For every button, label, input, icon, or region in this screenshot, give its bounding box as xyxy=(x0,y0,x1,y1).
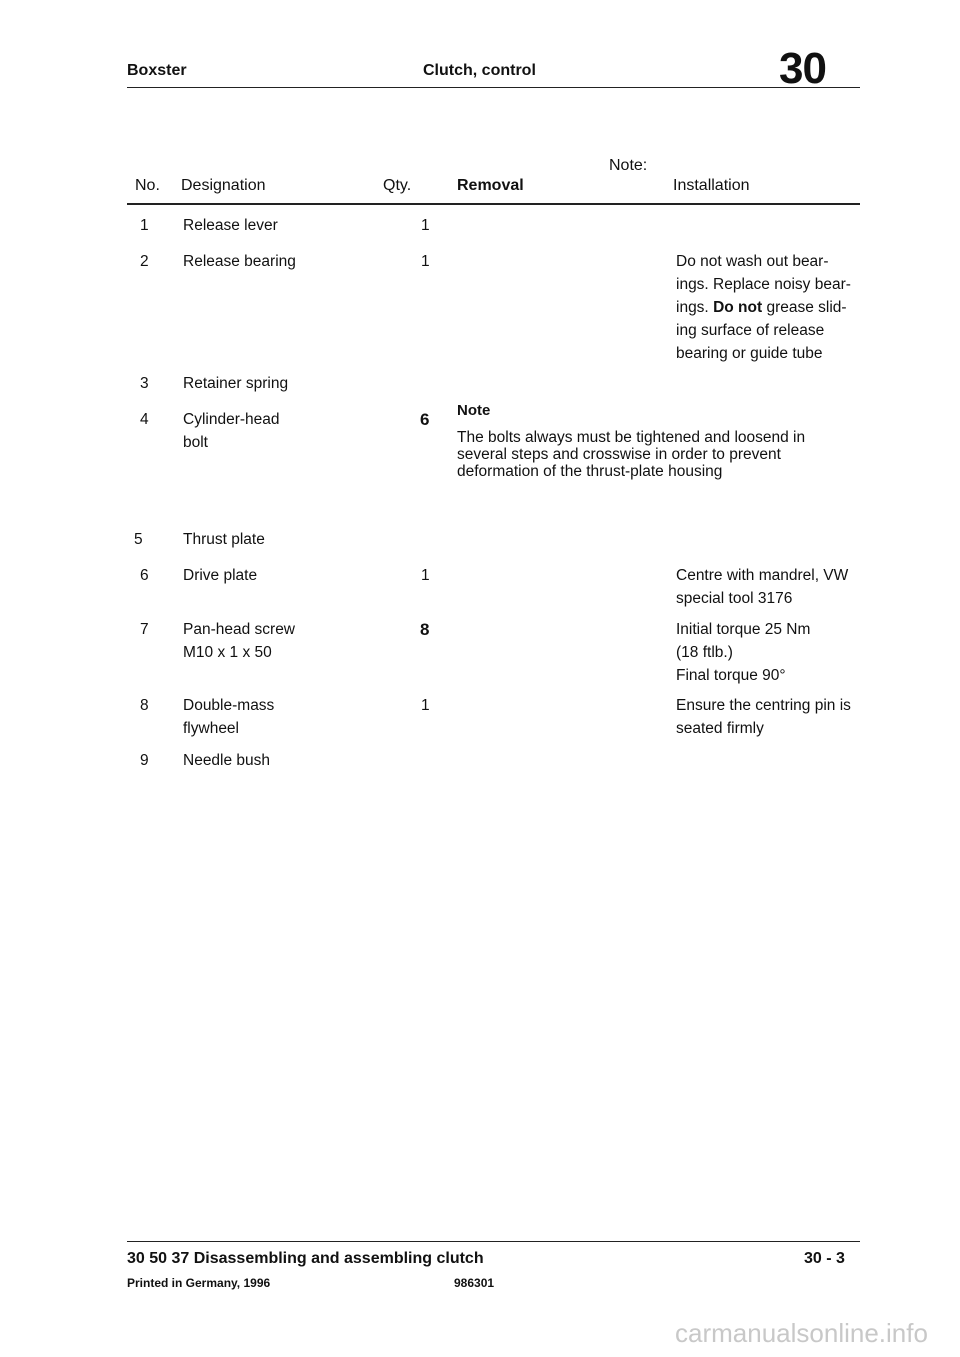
row-quantity: 1 xyxy=(421,217,430,234)
installation-line: Initial torque 25 Nm xyxy=(676,621,811,638)
column-header-no: No. xyxy=(135,177,160,194)
header-left-title: Boxster xyxy=(127,62,187,79)
installation-line: Centre with mandrel, VW xyxy=(676,567,849,584)
installation-line: bearing or guide tube xyxy=(676,345,823,362)
row-designation: Release lever xyxy=(183,217,278,234)
row-designation: Double-mass xyxy=(183,697,275,714)
footer-title: 30 50 37 Disassembling and assembling clutch xyxy=(127,1250,484,1267)
installation-line: Ensure the centring pin is xyxy=(676,697,851,714)
column-header-qty: Qty. xyxy=(383,177,412,194)
row-number: 7 xyxy=(140,621,149,638)
column-header-removal: Removal xyxy=(457,177,524,194)
header-rule xyxy=(127,87,860,88)
installation-line: (18 ftlb.) xyxy=(676,644,733,661)
installation-line: seated firmly xyxy=(676,720,764,737)
column-header-installation: Installation xyxy=(673,177,750,194)
row-designation: Needle bush xyxy=(183,752,271,769)
row-designation: bolt xyxy=(183,434,208,451)
document-number: 986301 xyxy=(454,1276,495,1290)
table-header-rule xyxy=(127,203,860,205)
installation-emphasis: Do not xyxy=(713,299,763,316)
row-number: 4 xyxy=(140,411,149,428)
installation-line: ing surface of release xyxy=(676,322,825,339)
installation-text: ings. xyxy=(676,299,709,316)
row-number: 9 xyxy=(140,752,149,769)
note-heading: Note: xyxy=(609,157,648,174)
row-quantity: 8 xyxy=(420,620,430,639)
row-quantity: 1 xyxy=(421,253,430,270)
footer-rule xyxy=(127,1241,860,1242)
row-number: 6 xyxy=(140,567,149,584)
column-header-designation: Designation xyxy=(181,177,266,194)
printed-note: Printed in Germany, 1996 xyxy=(127,1276,271,1290)
row-designation: Thrust plate xyxy=(183,531,265,548)
installation-line xyxy=(676,296,847,319)
installation-line: special tool 3176 xyxy=(676,590,793,607)
row-number: 5 xyxy=(134,531,143,548)
note-text: The bolts always must be tightened and loosend in several steps and crosswise in order to prevent deformation of the thrust-plate housing xyxy=(457,429,806,480)
row-designation: Pan-head screw xyxy=(183,621,296,638)
installation-line: Do not wash out bear- xyxy=(676,253,829,270)
row-designation: M10 x 1 x 50 xyxy=(183,644,272,661)
row-designation: Cylinder-head xyxy=(183,411,280,428)
installation-line: ings. Replace noisy bear- xyxy=(676,276,851,293)
header-center-title: Clutch, control xyxy=(423,62,536,79)
row-number: 2 xyxy=(140,253,149,270)
section-number: 30 xyxy=(779,44,826,93)
row-designation: Retainer spring xyxy=(183,375,289,392)
row-quantity: 6 xyxy=(420,410,430,429)
row-designation: Release bearing xyxy=(183,253,296,270)
watermark-text: carmanualsonline.info xyxy=(675,1318,928,1348)
row-number: 1 xyxy=(140,217,149,234)
installation-text: grease slid- xyxy=(766,299,847,316)
note-title: Note xyxy=(457,402,491,419)
row-number: 3 xyxy=(140,375,149,392)
row-quantity: 1 xyxy=(421,697,430,714)
row-number: 8 xyxy=(140,697,149,714)
page-number: 30 - 3 xyxy=(804,1250,845,1267)
row-designation: flywheel xyxy=(183,720,239,737)
row-designation: Drive plate xyxy=(183,567,258,584)
row-quantity: 1 xyxy=(421,567,430,584)
installation-line: Final torque 90° xyxy=(676,667,786,684)
